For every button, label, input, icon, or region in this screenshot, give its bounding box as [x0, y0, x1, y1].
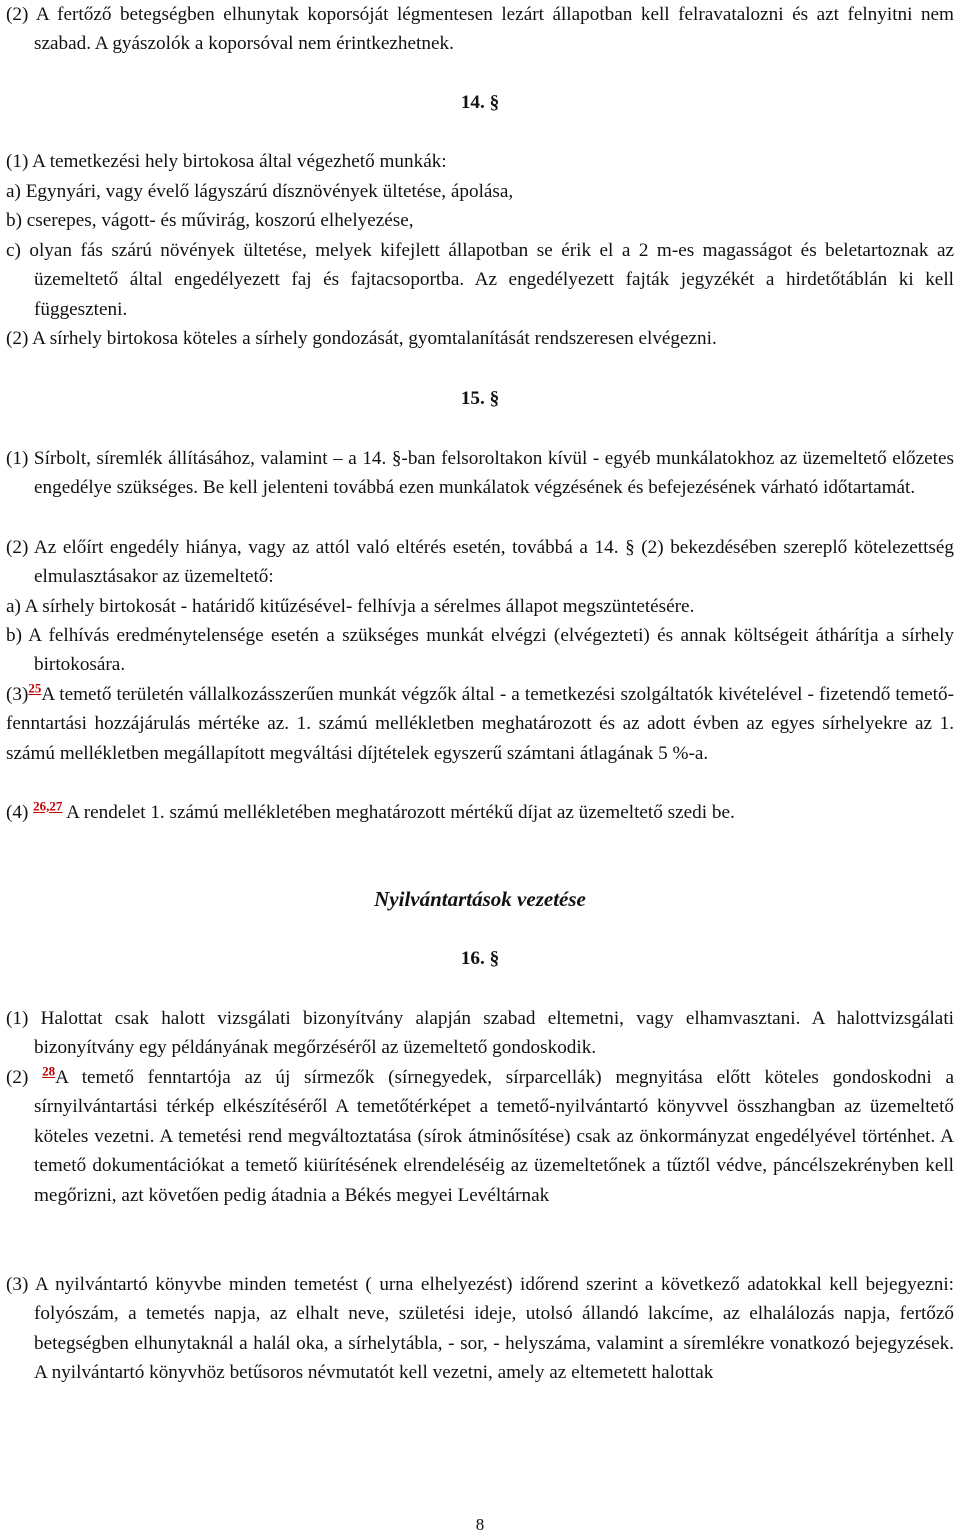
paragraph-prefix: (4): [6, 802, 29, 823]
paragraph-text: A temető fenntartója az új sírmezők (sírnegyedek, sírparcellák) megnyitása előtt köteles gondoskodni a sírnyilvántartási térkép elkészítéséről A temetőtérképet a temető-nyilvántartó könyvvel összhangban az üzemeltető köteles vezetni. A temetési rend megváltoztatása (sírok átminősítése) csak az önkormányzat engedélyével történhet. A temető dokumentációkat a temető kiürítésének elrendeléséig az üzemeltetőnek a tűztől védve, páncélszekrényben kell megőrizni, azt követően pedig átadnia a Békés megyei Levéltárnak: [34, 1067, 954, 1206]
paragraph-text: A rendelet 1. számú mellékletében meghatározott mértékű díjat az üzemeltető szedi be.: [62, 802, 735, 823]
section-heading-16: 16. §: [460, 948, 500, 969]
paragraph-16-3: (3) A nyilvántartó könyvbe minden temetést ( urna elhelyezést) időrend szerint a következő adatokkal kell bejegyezni: folyószám, a temetés napja, az elhalt neve, születési ideje, utolsó állandó lakcíme, az elhalálozás napja, fertőző betegségben elhunytaknál a halál oka, a sírhelytábla, - sor, - helyszáma, valamint a síremlékre vonatkozó bejegyzések. A nyilvántartó könyvhöz betűsoros névmutatót kell vezetni, amely az eltemetett halottak: [6, 1274, 954, 1384]
paragraph-15-4: [6, 798, 954, 827]
paragraph-15-1: (1) Sírbolt, síremlék állításához, valamint – a 14. §-ban felsoroltakon kívül - egyéb munkálatokhoz az üzemeltető előzetes engedélye szükséges. Be kell jelenteni továbbá ezen munkálatok végzésének és befejezésének várható időtartamát.: [6, 448, 954, 499]
paragraph-16-2: [6, 1063, 954, 1210]
paragraph-14-1: (1) A temetkezési hely birtokosa által végezhető munkák:: [6, 151, 447, 172]
paragraph-text: A temető területén vállalkozásszerűen munkát végzők által - a temetkezési szolgáltatók kivételével - fizetendő temető-fenntartási hozzájárulás mértéke az. 1. számú mellékletben meghatározott és az adott évben az egyes sírhelyekre az 1. számú mellékletben megállapított megváltási díjtételek egyszerű számtani átlagának 5 %-a.: [6, 684, 954, 764]
section-heading-15: 15. §: [460, 388, 500, 409]
paragraph-prefix: (3): [6, 684, 29, 705]
footnote-link-28[interactable]: 28: [42, 1063, 56, 1079]
footnote-link-25[interactable]: 25: [28, 680, 42, 696]
paragraph-prefix: (2): [6, 1067, 43, 1088]
paragraph-15-3: [6, 680, 954, 768]
paragraph-15-2-b: b) A felhívás eredménytelensége esetén a szükséges munkát elvégzi (elvégezteti) és annak költségeit áthárítja a sírhely birtokosára.: [6, 625, 954, 676]
paragraph-15-2-a: a) A sírhely birtokosát - határidő kitűzésével- felhívja a sérelmes állapot megszüntetésére.: [6, 596, 695, 617]
paragraph-15-2: (2) Az előírt engedély hiánya, vagy az attól való eltérés esetén, továbbá a 14. § (2) bekezdésében szereplő kötelezettség elmulasztásakor az üzemeltető:: [6, 537, 954, 588]
page-number: 8: [475, 1515, 485, 1534]
paragraph-16-1: (1) Halottat csak halott vizsgálati bizonyítvány alapján szabad eltemetni, vagy elhamvasztani. A halottvizsgálati bizonyítvány egy példányának megőrzéséről az üzemeltető gondoskodik.: [6, 1008, 954, 1059]
paragraph-14-1-b: b) cserepes, vágott- és művirág, koszorú elhelyezése,: [6, 210, 414, 231]
footnote-link-26-27[interactable]: 26,27: [33, 798, 63, 814]
paragraph-infectious-coffin: (2) A fertőző betegségben elhunytak koporsóját légmentesen lezárt állapotban kell felravatalozni és azt felnyitni nem szabad. A gyászolók a koporsóval nem érintkezhetnek.: [6, 4, 954, 55]
paragraph-14-1-a: a) Egynyári, vagy évelő lágyszárú dísznövények ültetése, ápolása,: [6, 181, 514, 202]
paragraph-14-2: (2) A sírhely birtokosa köteles a sírhely gondozását, gyomtalanítását rendszeresen elvégezni.: [6, 328, 717, 349]
section-heading-14: 14. §: [460, 92, 500, 113]
paragraph-14-1-c: c) olyan fás szárú növények ültetése, melyek kifejlett állapotban se érik el a 2 m-es magasságot és beletartoznak az üzemeltető által engedélyezett faj és fajtacsoportba. Az engedélyezett fajták jegyzékét a hirdetőtáblán ki kell függeszteni.: [6, 240, 954, 320]
section-title: Nyilvántartások vezetése: [374, 887, 586, 911]
